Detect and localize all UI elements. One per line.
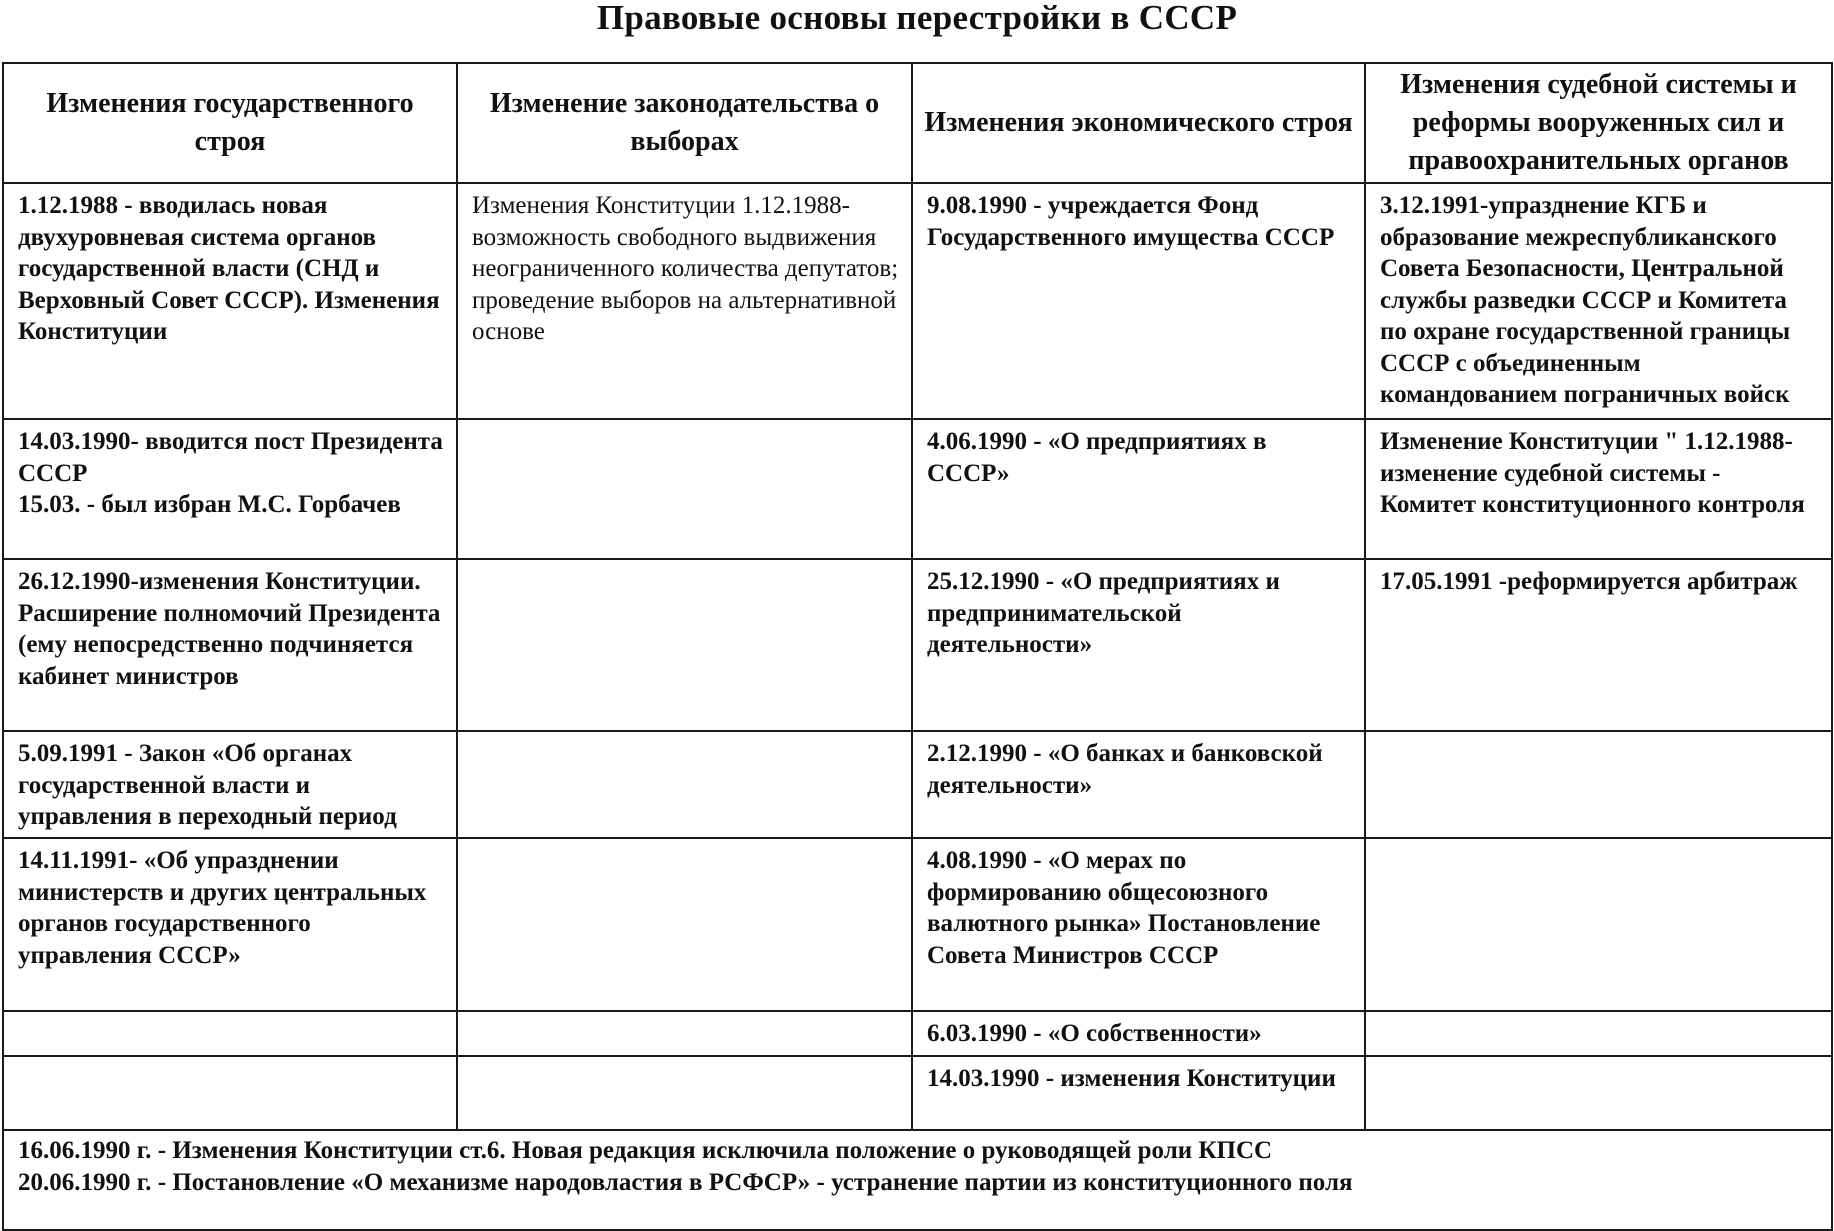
table-cell (1365, 838, 1832, 1011)
table-cell: 5.09.1991 - Закон «Об органах государственной власти и управления в переходный период (3, 731, 457, 838)
footer-row (3, 1130, 1832, 1230)
page-title: Правовые основы перестройки в СССР (596, 0, 1238, 37)
header-election-law: Изменение законодательства о выборах (457, 63, 912, 183)
table-row (3, 1011, 1832, 1056)
table-row (3, 559, 1832, 731)
header-state-system: Изменения государственного строя (3, 63, 457, 183)
perestroika-table (2, 62, 1833, 1231)
table-cell: Изменение Конституции " 1.12.1988-изменение судебной системы - Комитет конституционного контроля (1365, 419, 1832, 559)
table-cell: 25.12.1990 - «О предприятиях и предпринимательской деятельности» (912, 559, 1365, 731)
table-cell: 6.03.1990 - «О собственности» (912, 1011, 1365, 1056)
table-row (3, 183, 1832, 419)
table-row (3, 731, 1832, 838)
table-cell (457, 1011, 912, 1056)
footer-line-2: 20.06.1990 г. - Постановление «О механизме народовластия в РСФСР» - устранение партии из конституционного поля (18, 1168, 1353, 1196)
header-row (3, 63, 1832, 183)
table-cell: 4.06.1990 - «О предприятиях в СССР» (912, 419, 1365, 559)
footer-cell (3, 1130, 1832, 1230)
table-cell: 4.08.1990 - «О мерах по формированию общесоюзного валютного рынка» Постановление Совета Министров СССР (912, 838, 1365, 1011)
table-cell: 3.12.1991-упразднение КГБ и образование межреспубликанского Совета Безопасности, Центральной службы разведки СССР и Комитета по охране государственной границы СССР с объединенным командованием пограничных войск (1365, 183, 1832, 419)
table-cell: 17.05.1991 -реформируется арбитраж (1365, 559, 1832, 731)
table-cell (457, 1056, 912, 1130)
table-cell: Изменения Конституции 1.12.1988- возможность свободного выдвижения неограниченного количества депутатов; проведение выборов на альтернативной основе (457, 183, 912, 419)
cell-line: 14.03.1990- вводится пост Президента СССР (18, 428, 443, 487)
table-cell (3, 419, 457, 559)
table-cell: 14.03.1990 - изменения Конституции (912, 1056, 1365, 1130)
table-row (3, 419, 1832, 559)
table-cell (1365, 1056, 1832, 1130)
footer-line-1: 16.06.1990 г. - Изменения Конституции ст.6. Новая редакция исключила положение о руководящей роли КПСС (18, 1137, 1273, 1164)
table-cell: 9.08.1990 - учреждается Фонд Государственного имущества СССР (912, 183, 1365, 419)
header-economic-system: Изменения экономического строя (912, 63, 1365, 183)
table-cell: 26.12.1990-изменения Конституции. Расширение полномочий Президента (ему непосредственно подчиняется кабинет министров (3, 559, 457, 731)
table-cell: 2.12.1990 - «О банках и банковской деятельности» (912, 731, 1365, 838)
cell-line: 15.03. - был избран М.С. Горбачев (18, 491, 401, 518)
table-cell (3, 1056, 457, 1130)
table-cell (457, 559, 912, 731)
header-judicial-reform: Изменения судебной системы и реформы вооруженных сил и правоохранительных органов (1365, 63, 1832, 183)
table-row (3, 1056, 1832, 1130)
table-cell (1365, 1011, 1832, 1056)
table-row (3, 838, 1832, 1011)
table-cell (1365, 731, 1832, 838)
table-cell (457, 731, 912, 838)
table-cell (457, 419, 912, 559)
table-cell: 14.11.1991- «Об упразднении министерств и других центральных органов государственного управления СССР» (3, 838, 457, 1011)
table-cell: 1.12.1988 - вводилась новая двухуровневая система органов государственной власти (СНД и Верховный Совет СССР). Изменения Конституции (3, 183, 457, 419)
table-cell (457, 838, 912, 1011)
table-cell (3, 1011, 457, 1056)
